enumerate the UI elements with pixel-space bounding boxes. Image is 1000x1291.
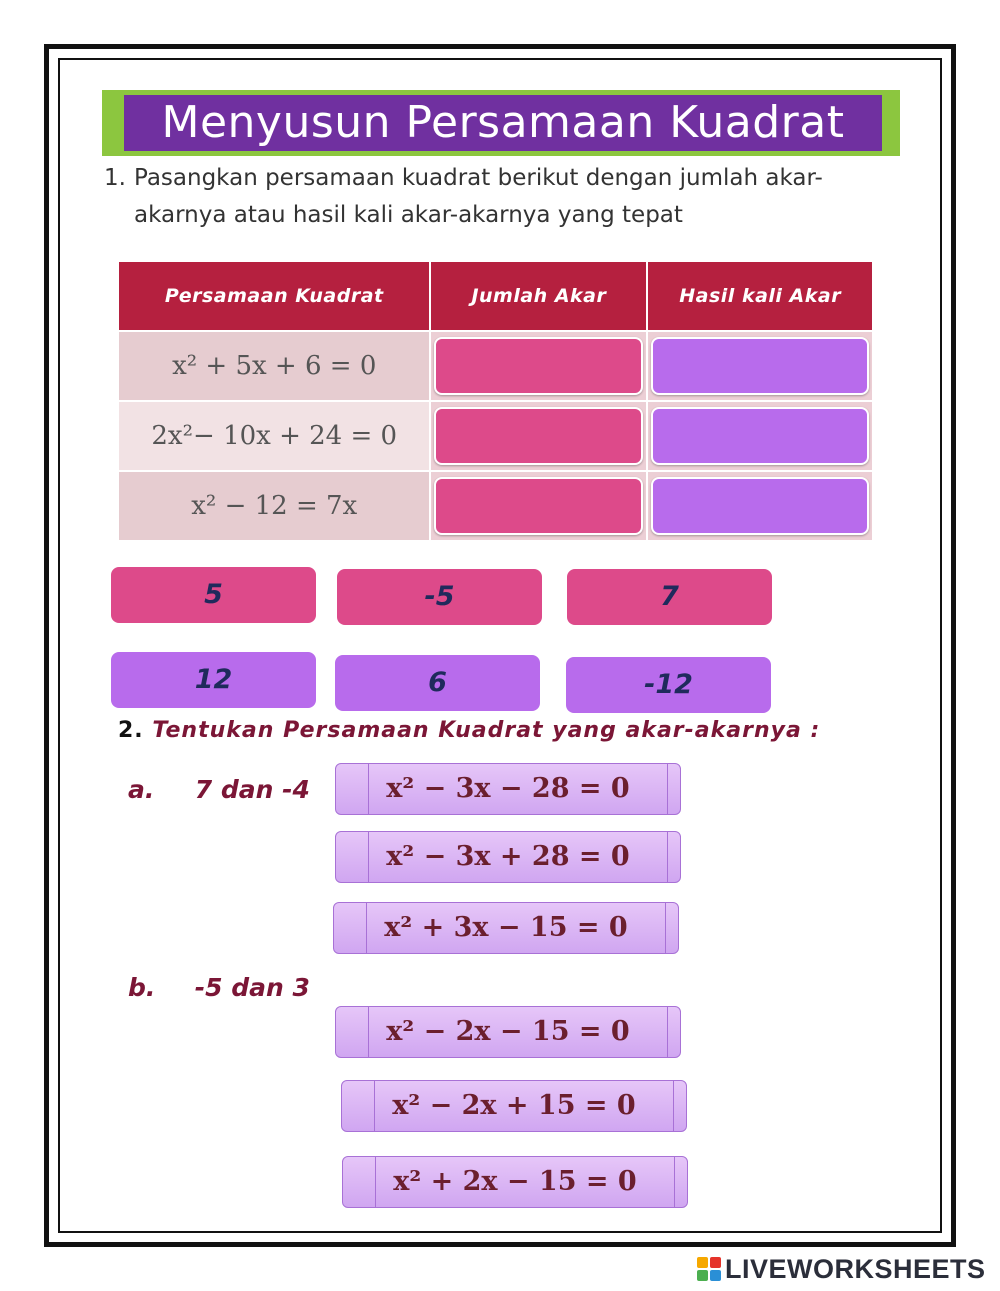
answer-chip-hasil[interactable]: 12 <box>111 652 316 708</box>
option-b-3[interactable]: x² + 2x − 15 = 0 <box>342 1156 688 1208</box>
hasil-cell <box>647 401 873 471</box>
jumlah-drop-zone[interactable] <box>434 337 643 395</box>
question-1-text: Pasangkan persamaan kuadrat berikut dengan jumlah akar-akarnya atau hasil kali akar-akarnya yang tepat <box>134 165 823 228</box>
question-2-number: 2. <box>118 718 144 743</box>
answer-chip-jumlah[interactable]: 7 <box>567 569 772 625</box>
subquestion-a-letter: a. <box>128 775 155 804</box>
question-1-number: 1. <box>104 165 126 191</box>
answer-chip-hasil[interactable]: 6 <box>335 655 540 711</box>
hasil-cell <box>647 331 873 401</box>
question-2-text: Tentukan Persamaan Kuadrat yang akar-akarnya : <box>152 718 821 743</box>
table-row <box>118 471 873 541</box>
answer-chip-jumlah[interactable]: 5 <box>111 567 316 623</box>
liveworksheets-brand: LIVEWORKSHEETS <box>725 1254 986 1284</box>
table-row <box>118 401 873 471</box>
title-banner <box>102 90 900 156</box>
jumlah-drop-zone[interactable] <box>434 407 643 465</box>
answer-chip-jumlah[interactable]: -5 <box>337 569 542 625</box>
hasil-drop-zone[interactable] <box>651 337 869 395</box>
header-hasil-kali-akar: Hasil kali Akar <box>647 261 873 331</box>
subquestion-b-roots: -5 dan 3 <box>194 973 310 1002</box>
subquestion-a <box>128 775 310 804</box>
hasil-cell <box>647 471 873 541</box>
option-a-2[interactable]: x² − 3x + 28 = 0 <box>335 831 681 883</box>
header-persamaan: Persamaan Kuadrat <box>118 261 430 331</box>
jumlah-drop-zone[interactable] <box>434 477 643 535</box>
equation-cell: x² + 5x + 6 = 0 <box>118 331 430 401</box>
answer-chip-hasil[interactable]: -12 <box>566 657 771 713</box>
subquestion-b-letter: b. <box>128 973 156 1002</box>
option-a-1[interactable]: x² − 3x − 28 = 0 <box>335 763 681 815</box>
jumlah-cell <box>430 471 647 541</box>
equation-cell: x² − 12 = 7x <box>118 471 430 541</box>
subquestion-b <box>128 973 310 1002</box>
jumlah-cell <box>430 331 647 401</box>
table-header-row <box>118 261 873 331</box>
option-b-1[interactable]: x² − 2x − 15 = 0 <box>335 1006 681 1058</box>
header-jumlah-akar: Jumlah Akar <box>430 261 647 331</box>
table-row <box>118 331 873 401</box>
hasil-drop-zone[interactable] <box>651 407 869 465</box>
page-title: Menyusun Persamaan Kuadrat <box>124 95 882 151</box>
option-a-3[interactable]: x² + 3x − 15 = 0 <box>333 902 679 954</box>
liveworksheets-logo-icon <box>697 1257 721 1281</box>
matching-table <box>117 260 874 542</box>
option-b-2[interactable]: x² − 2x + 15 = 0 <box>341 1080 687 1132</box>
hasil-drop-zone[interactable] <box>651 477 869 535</box>
question-2 <box>118 718 820 743</box>
subquestion-a-roots: 7 dan -4 <box>194 775 310 804</box>
jumlah-cell <box>430 401 647 471</box>
equation-cell: 2x²− 10x + 24 = 0 <box>118 401 430 471</box>
